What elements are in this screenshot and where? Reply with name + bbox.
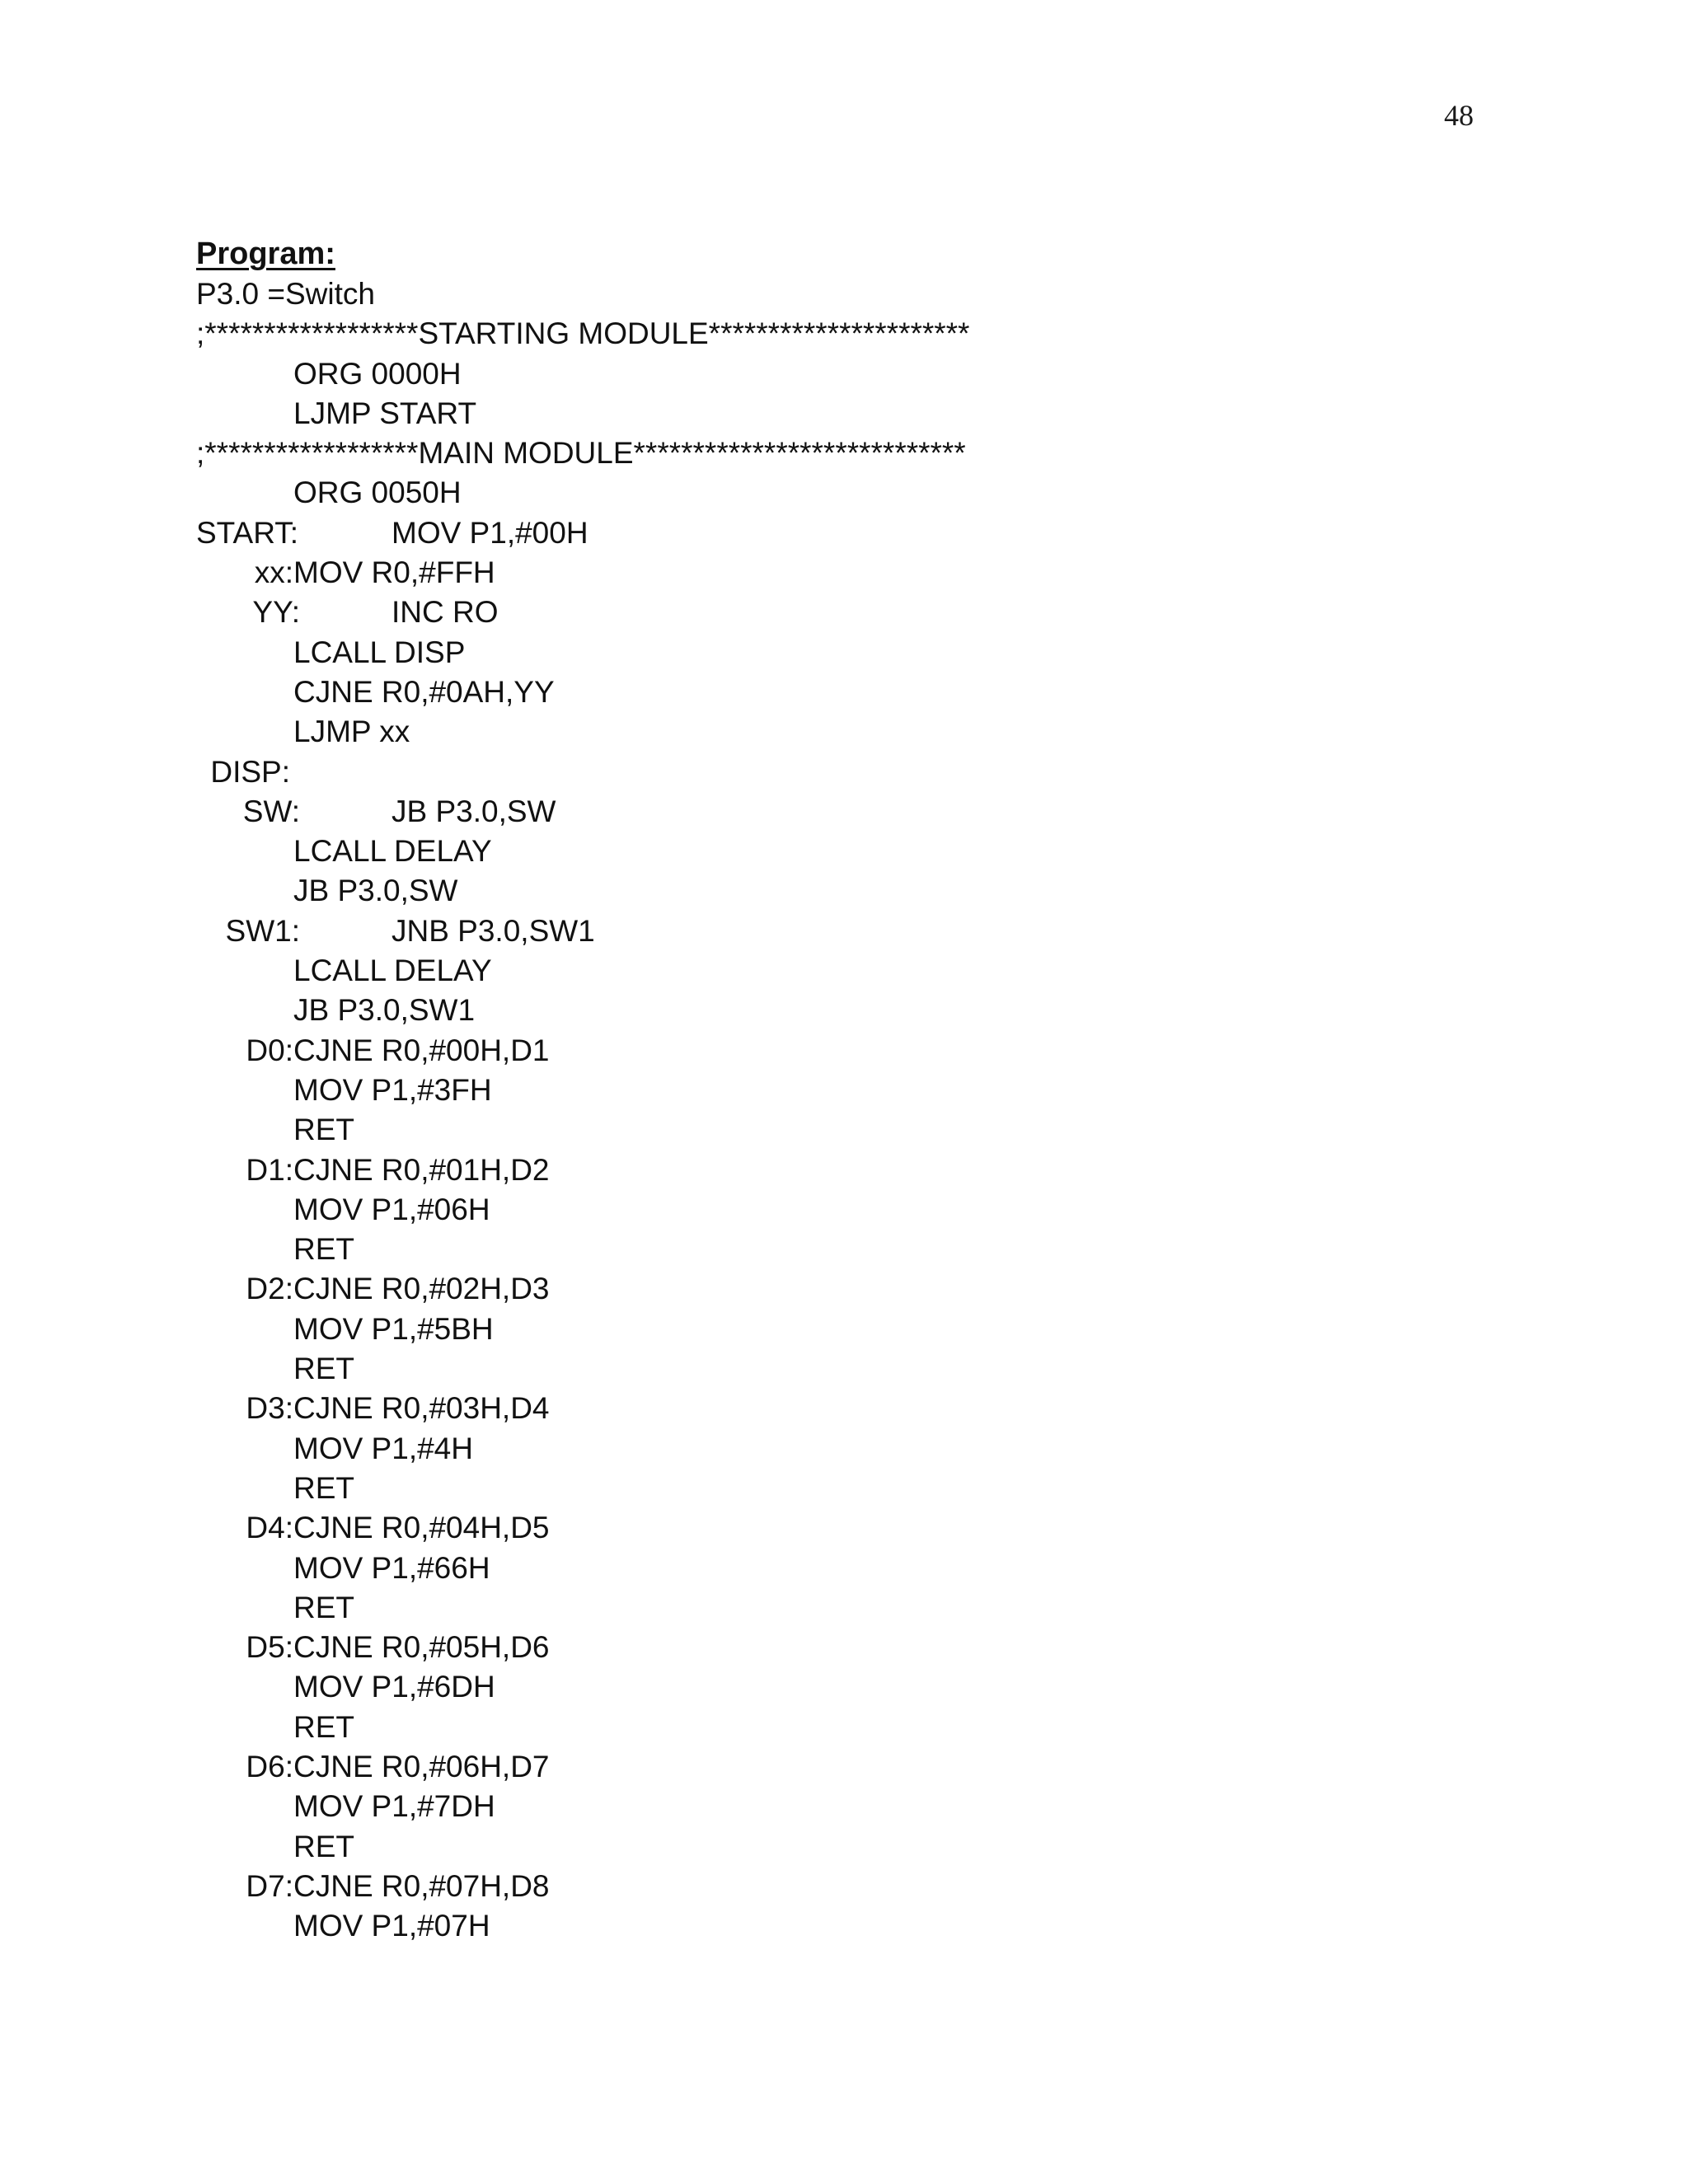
code-instruction: RET xyxy=(293,1232,354,1267)
code-instruction: CJNE R0,#07H,D8 xyxy=(293,1868,550,1903)
code-instruction: CJNE R0,#01H,D2 xyxy=(293,1152,550,1187)
code-label: D4: xyxy=(246,1511,293,1545)
code-line xyxy=(0,1310,1688,1349)
code-line xyxy=(0,1349,1688,1389)
code-instruction: MOV P1,#5BH xyxy=(293,1311,494,1346)
code-instruction: MOV P1,#66H xyxy=(293,1550,490,1585)
code-instruction: CJNE R0,#06H,D7 xyxy=(293,1749,550,1783)
code-label: START: xyxy=(196,515,299,550)
code-instruction: LCALL DELAY xyxy=(293,954,492,988)
code-instruction: LCALL DELAY xyxy=(293,834,492,869)
code-line xyxy=(0,1230,1688,1269)
code-line xyxy=(0,1867,1688,1906)
code-instruction: RET xyxy=(293,1470,354,1505)
code-instruction: CJNE R0,#0AH,YY xyxy=(293,674,555,709)
code-instruction: ORG 0000H xyxy=(293,356,462,391)
code-line xyxy=(0,1747,1688,1787)
page-number: 48 xyxy=(1444,99,1474,132)
code-line xyxy=(0,1389,1688,1428)
code-line xyxy=(0,792,1688,832)
code-line xyxy=(0,1269,1688,1309)
code-instruction: CJNE R0,#00H,D1 xyxy=(293,1033,550,1067)
code-line xyxy=(0,1031,1688,1071)
code-instruction: MOV P1,#06H xyxy=(293,1192,490,1226)
program-heading: Program: xyxy=(196,237,335,271)
code-instruction: JB P3.0,SW1 xyxy=(293,993,476,1028)
code-line xyxy=(0,1628,1688,1667)
code-line xyxy=(0,752,1688,792)
code-line xyxy=(0,1508,1688,1548)
code-instruction: CJNE R0,#03H,D4 xyxy=(293,1391,550,1426)
code-line xyxy=(0,912,1688,951)
code-line xyxy=(0,434,1688,473)
code-label: DISP: xyxy=(210,754,290,789)
code-instruction: RET xyxy=(293,1352,354,1386)
code-line xyxy=(0,1588,1688,1628)
code-line xyxy=(0,991,1688,1030)
code-instruction: JNB P3.0,SW1 xyxy=(392,913,595,948)
code-label: D3: xyxy=(246,1391,293,1426)
code-line xyxy=(0,1110,1688,1150)
code-line xyxy=(0,553,1688,593)
code-line xyxy=(0,832,1688,871)
code-line xyxy=(0,1429,1688,1469)
code-label: D2: xyxy=(246,1272,293,1306)
code-instruction: CJNE R0,#04H,D5 xyxy=(293,1511,550,1545)
code-line xyxy=(0,1071,1688,1110)
code-label: xx: xyxy=(254,555,293,590)
code-line xyxy=(0,1549,1688,1588)
code-line xyxy=(0,633,1688,673)
code-instruction: LJMP START xyxy=(293,396,477,430)
code-comment: ;******************STARTING MODULE********************** xyxy=(196,316,970,351)
code-instruction: LJMP xx xyxy=(293,715,410,749)
code-label: SW: xyxy=(242,794,300,828)
code-instruction: JB P3.0,SW xyxy=(293,874,458,908)
code-label: D5: xyxy=(246,1630,293,1665)
code-line xyxy=(0,1190,1688,1230)
code-listing xyxy=(0,274,1688,1946)
code-line xyxy=(0,1787,1688,1826)
code-instruction: RET xyxy=(293,1590,354,1624)
code-line xyxy=(0,1708,1688,1747)
code-instruction: CJNE R0,#05H,D6 xyxy=(293,1630,550,1665)
code-instruction: INC RO xyxy=(392,595,499,630)
code-label: D6: xyxy=(246,1749,293,1783)
code-label: D7: xyxy=(246,1868,293,1903)
code-instruction: RET xyxy=(293,1113,354,1147)
code-line xyxy=(0,951,1688,991)
code-line xyxy=(0,593,1688,632)
code-line xyxy=(0,473,1688,513)
code-instruction: CJNE R0,#02H,D3 xyxy=(293,1272,550,1306)
code-line xyxy=(0,1667,1688,1707)
code-line xyxy=(0,1469,1688,1508)
code-comment: ;******************MAIN MODULE**************************** xyxy=(196,436,966,471)
code-label: D0: xyxy=(246,1033,293,1067)
code-line xyxy=(0,673,1688,712)
code-instruction: MOV P1,#6DH xyxy=(293,1670,495,1704)
code-instruction: MOV P1,#07H xyxy=(293,1909,490,1943)
code-line xyxy=(0,712,1688,752)
code-line xyxy=(0,314,1688,354)
code-label: SW1: xyxy=(225,913,300,948)
code-instruction: MOV P1,#00H xyxy=(392,515,588,550)
code-instruction: RET xyxy=(293,1829,354,1863)
code-line xyxy=(0,871,1688,911)
code-label: D1: xyxy=(246,1152,293,1187)
code-comment: P3.0 =Switch xyxy=(196,277,375,311)
code-line xyxy=(0,513,1688,553)
code-instruction: JB P3.0,SW xyxy=(392,794,556,828)
code-label: YY: xyxy=(252,595,300,630)
code-line xyxy=(0,1827,1688,1867)
code-line xyxy=(0,354,1688,394)
code-instruction: MOV R0,#FFH xyxy=(293,555,495,590)
code-instruction: MOV P1,#3FH xyxy=(293,1072,492,1107)
code-instruction: MOV P1,#4H xyxy=(293,1431,473,1465)
code-line xyxy=(0,274,1688,314)
code-line xyxy=(0,394,1688,434)
code-instruction: MOV P1,#7DH xyxy=(293,1789,495,1824)
code-line xyxy=(0,1151,1688,1190)
code-instruction: LCALL DISP xyxy=(293,635,466,669)
code-line xyxy=(0,1906,1688,1946)
code-instruction: RET xyxy=(293,1709,354,1744)
code-instruction: ORG 0050H xyxy=(293,476,462,510)
